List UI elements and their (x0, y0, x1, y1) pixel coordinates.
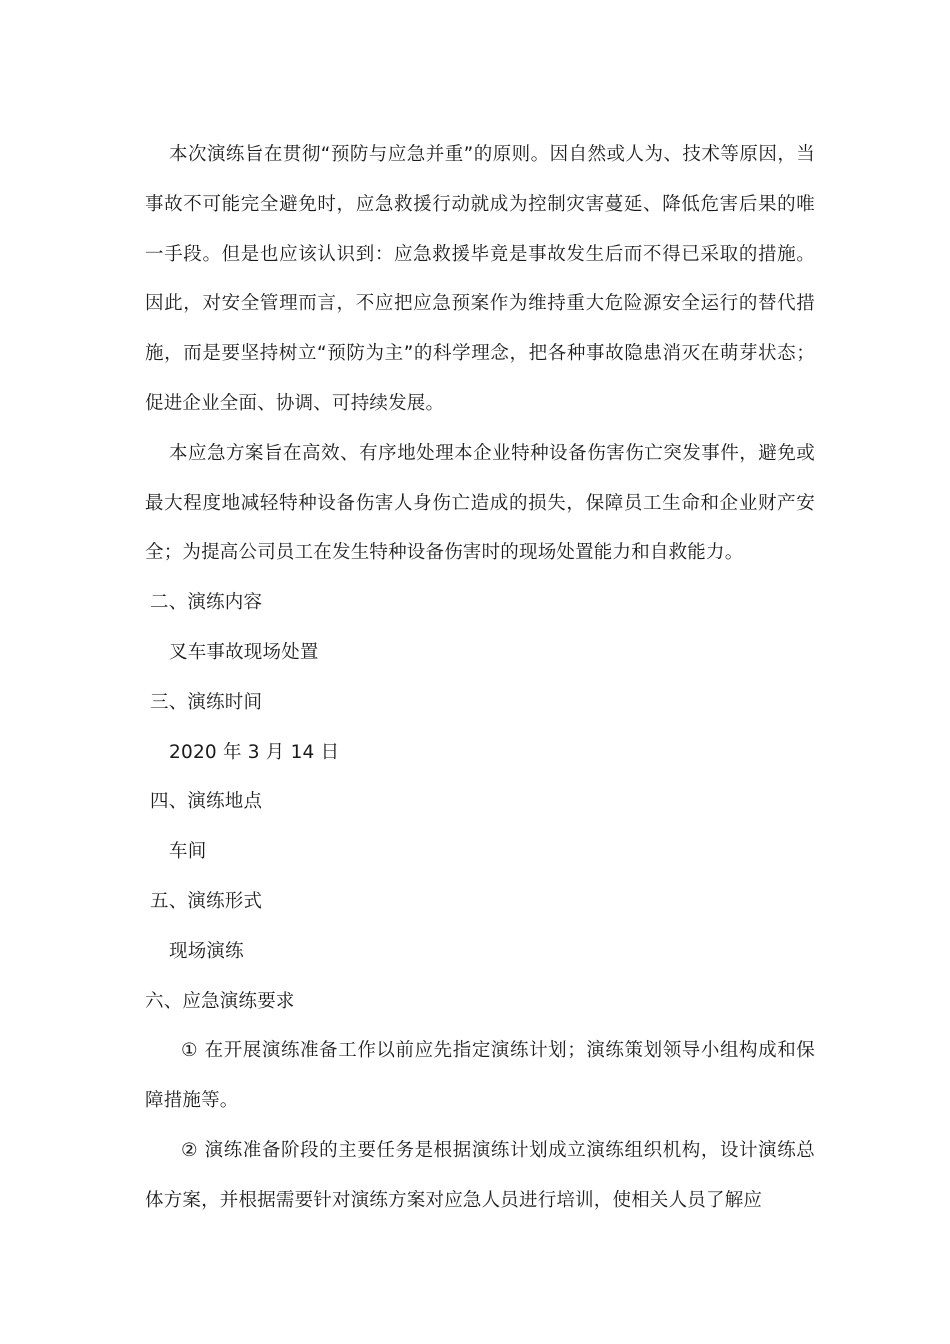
requirement-item-1: ① 在开展演练准备工作以前应先指定演练计划；演练策划领导小组构成和保障措施等。 (145, 1040, 815, 1112)
section-heading-requirements: 六、应急演练要求 (145, 990, 295, 1012)
intro-paragraph-1: 本次演练旨在贯彻“预防与应急并重”的原则。因自然或人为、技术等原因，当事故不可能完全避免时，应急救援行动就成为控制灾害蔓延、降低危害后果的唯一手段。但是也应该认识到：应急救援毕竟是事故发生后而不得已采取的措施。因此，对安全管理而言，不应把应急预案作为维持重大危险源安全运行的替代措施，而是要坚持树立“预防为主”的科学理念，把各种事故隐患消灭在萌芽状态；促进企业全面、协调、可持续发展。 (145, 144, 815, 414)
document-body (145, 130, 815, 1226)
requirement-item-2: ② 演练准备阶段的主要任务是根据演练计划成立演练组织机构，设计演练总体方案，并根据需要针对演练方案对应急人员进行培训，使相关人员了解应 (145, 1139, 815, 1211)
section-heading-time: 三、演练时间 (150, 691, 263, 713)
section-value-location: 车间 (169, 841, 207, 863)
section-heading-content: 二、演练内容 (150, 592, 263, 614)
section-value-content: 叉车事故现场处置 (169, 641, 319, 663)
section-heading-format: 五、演练形式 (150, 890, 263, 912)
section-value-format: 现场演练 (169, 940, 244, 962)
section-heading-location: 四、演练地点 (150, 791, 263, 813)
section-value-time: 2020 年 3 月 14 日 (169, 741, 340, 763)
intro-paragraph-2: 本应急方案旨在高效、有序地处理本企业特种设备伤害伤亡突发事件，避免或最大程度地减轻特种设备伤害人身伤亡造成的损失，保障员工生命和企业财产安全；为提高公司员工在发生特种设备伤害时的现场处置能力和自救能力。 (145, 442, 815, 564)
